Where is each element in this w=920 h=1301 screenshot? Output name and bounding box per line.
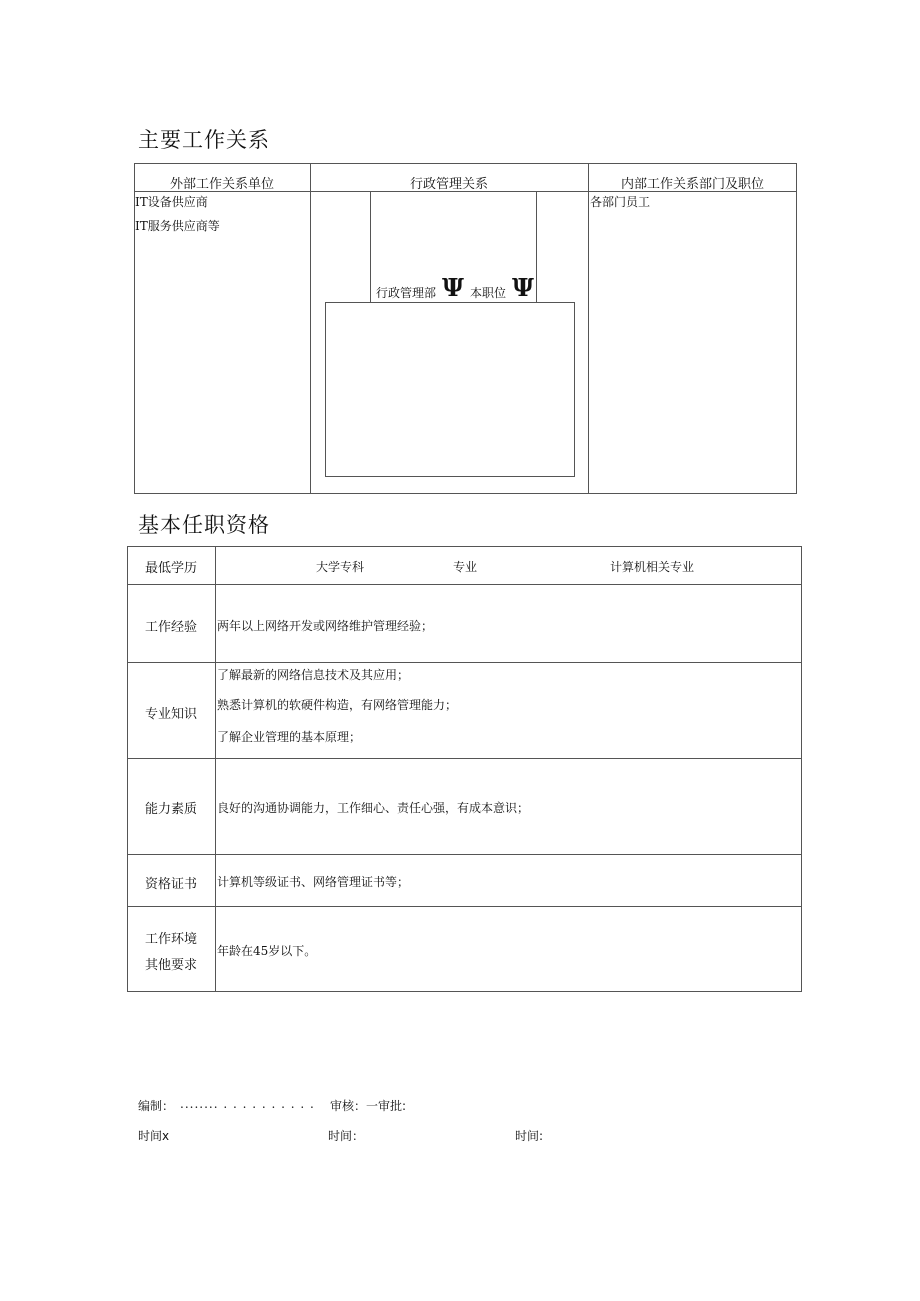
time-field-2: 时间： [328,1129,365,1143]
internal-unit-item: 各部门员工 [590,195,651,209]
compile-label: 编制： [138,1099,175,1113]
header-external-units: 外部工作关系单位 [169,177,274,192]
row-divider [127,906,802,907]
knowledge-line: 了解企业管理的基本原理； [217,730,362,744]
psi-icon: Ψ [442,273,464,302]
ability-text: 良好的沟通协调能力，工作细心、责任心强，有成本意识； [217,801,530,815]
compile-dots: ........ . . . . . . . . . . [180,1097,315,1111]
external-unit-item: IT设备供应商 [135,195,208,209]
org-chart-box [325,302,575,477]
knowledge-line: 熟悉计算机的软硬件构造，有网络管理能力； [217,698,458,712]
row-divider [127,758,802,759]
time-field-1: 时间x [138,1129,170,1143]
row-divider [127,854,802,855]
org-chart-line-right [536,192,537,302]
org-chart-admin-dept-label: 行政管理部 [376,286,437,300]
environment-text: 年龄在45岁以下。 [217,944,317,958]
education-major-label: 专业 [453,560,478,574]
label-environment: 工作环境 [144,932,197,947]
label-education: 最低学历 [144,561,197,576]
label-knowledge: 专业知识 [144,707,197,722]
education-major: 计算机相关专业 [610,560,695,574]
column-divider-2 [588,163,589,494]
education-degree: 大学专科 [316,560,365,574]
label-ability: 能力素质 [144,802,197,817]
qualifications-table-border [127,546,802,992]
section-title-qualifications: 基本任职资格 [138,513,270,537]
label-column-divider [215,546,216,992]
header-internal-units: 内部工作关系部门及职位 [620,177,764,192]
row-divider [127,584,802,585]
experience-text: 两年以上网络开发或网络维护管理经验； [217,619,434,633]
label-experience: 工作经验 [144,620,197,635]
certificate-text: 计算机等级证书、网络管理证书等； [217,875,410,889]
label-certificate: 资格证书 [144,877,197,892]
review-approve-label: 审核：一审批: [330,1099,407,1113]
org-chart-line-left [370,192,371,302]
knowledge-line: 了解最新的网络信息技术及其应用； [217,668,410,682]
label-other-requirements: 其他要求 [144,958,197,973]
column-divider-1 [310,163,311,494]
section-title-work-relations: 主要工作关系 [138,128,270,152]
external-unit-item: IT服务供应商等 [135,219,220,233]
time-field-3: 时间: [515,1129,544,1143]
org-chart-position-label: 本职位 [470,286,507,300]
row-divider [127,662,802,663]
psi-icon: Ψ [512,273,534,302]
header-admin-relations: 行政管理关系 [409,177,488,192]
